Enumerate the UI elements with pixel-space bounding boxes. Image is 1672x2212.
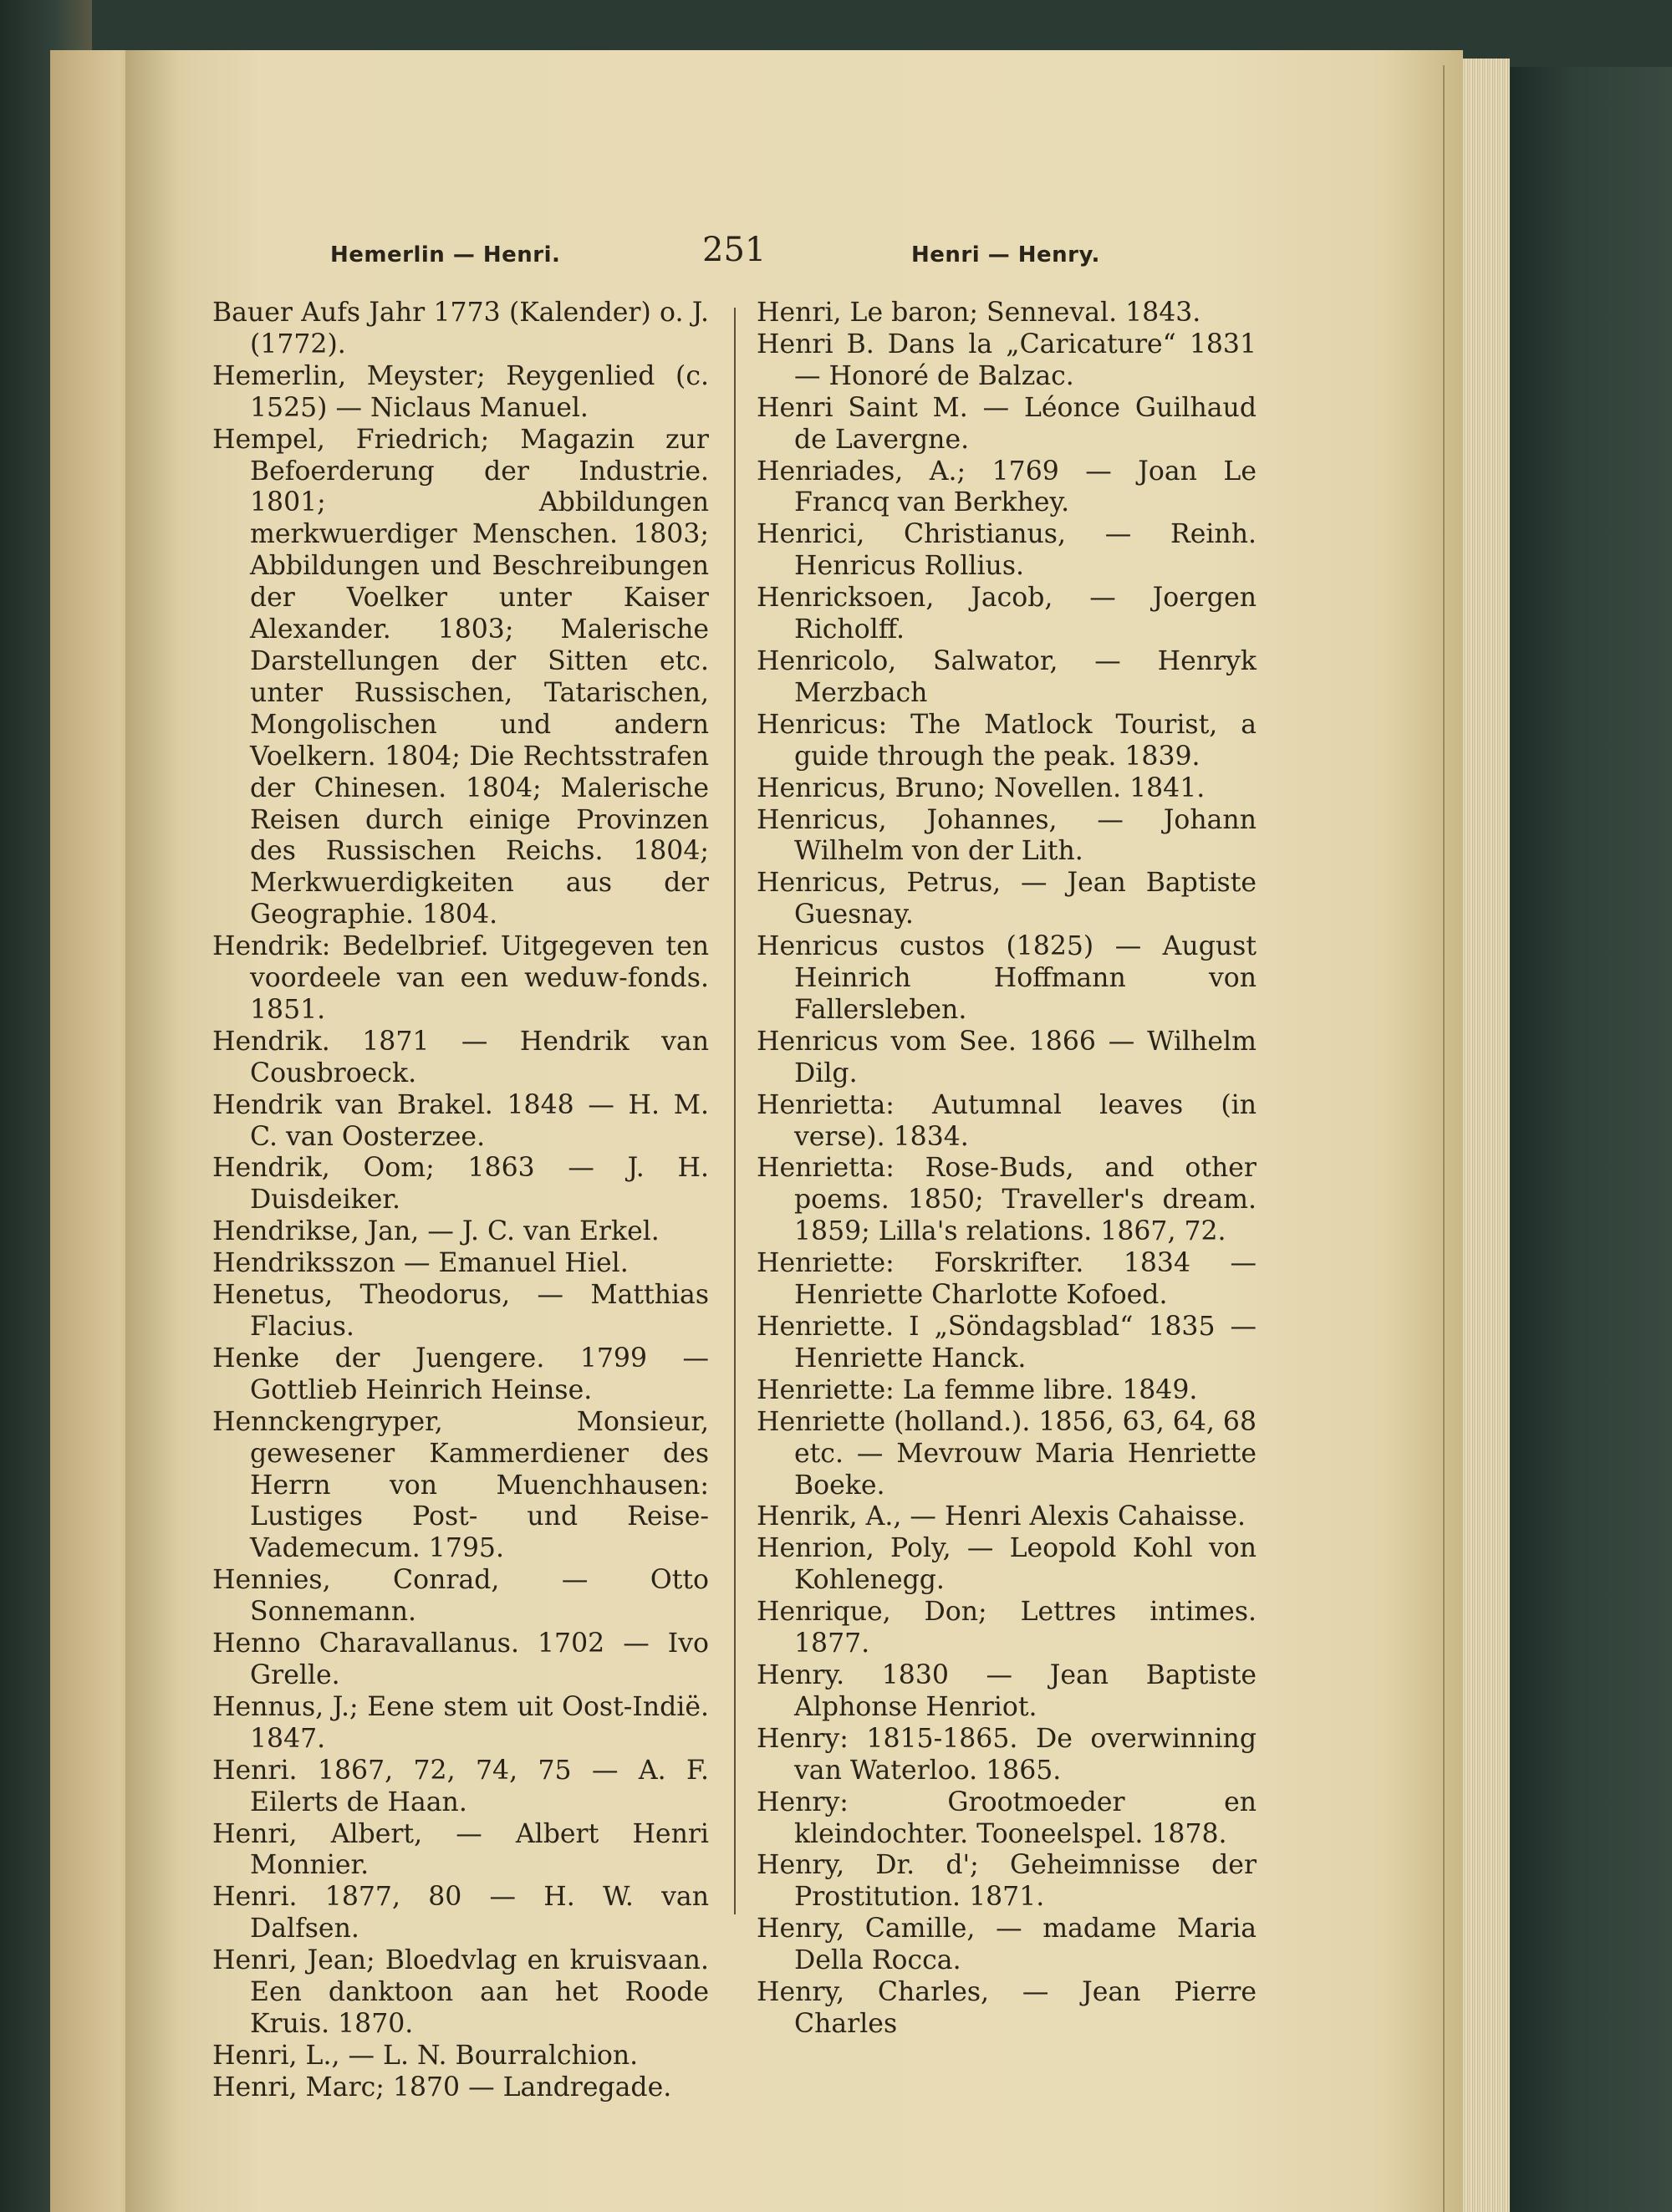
index-entry: Henri, Le baron; Senneval. 1843. [757, 298, 1201, 328]
index-entry: Henricus vom See. 1866 — Wilhelm Dilg. [757, 1026, 1257, 1088]
index-entry: Henricus custos (1825) — August Heinrich Hoffmann von Fallersleben. [757, 931, 1257, 1025]
index-entry: Henricksoen, Jacob, — Joergen Richolff. [757, 583, 1257, 645]
index-entry: Hempel, Friedrich; Magazin zur Befoerderung der Industrie. 1801; Abbildungen merkwuerdiger Menschen. 1803; Abbildungen und Beschreibungen der Voelker unter Kaiser Alexander. 1803; Malerische Darstellungen der Sitten etc. unter Russischen, Tatarischen, Mongolischen und andern Voelkern. 1804; Die Rechtsstrafen der Chinesen. 1804; Malerische Reisen durch einige Provinzen des Russischen Reichs. 1804; Merkwuerdigkeiten aus der Geographie. 1804. [212, 424, 709, 930]
index-entry: Henry, Dr. d'; Geheimnisse der Prostitution. 1871. [757, 1850, 1257, 1913]
index-entry: Henriette: La femme libre. 1849. [757, 1374, 1198, 1405]
index-entry: Hendrik van Brakel. 1848 — H. M. C. van Oosterzee. [212, 1089, 709, 1152]
index-entry: Henetus, Theodorus, — Matthias Flacius. [212, 1280, 709, 1342]
index-entry: Bauer Aufs Jahr 1773 (Kalender) o. J. (1772). [212, 298, 709, 359]
index-entry: Henriette. I „Söndagsblad“ 1835 — Henriette Hanck. [757, 1312, 1257, 1374]
index-entry: Henri, Jean; Bloedvlag en kruisvaan. Een danktoon aan het Roode Kruis. 1870. [212, 1945, 709, 2039]
right-column [757, 298, 1257, 2041]
index-entry: Hendrik: Bedelbrief. Uitgegeven ten voordeele van een weduw-fonds. 1851. [212, 931, 709, 1025]
index-entry: Henke der Juengere. 1799 — Gottlieb Heinrich Heinse. [212, 1343, 709, 1405]
index-entry: Henrietta: Autumnal leaves (in verse). 1834. [757, 1089, 1257, 1152]
index-entry: Henri Saint M. — Léonce Guilhaud de Lavergne. [757, 392, 1257, 455]
index-entry: Henricus, Petrus, — Jean Baptiste Guesnay. [757, 868, 1257, 930]
index-entry: Henricus, Johannes, — Johann Wilhelm von der Lith. [757, 804, 1257, 867]
index-entry: Henri. 1877, 80 — H. W. van Dalfsen. [212, 1882, 709, 1944]
index-entry: Henriette (holland.). 1856, 63, 64, 68 etc. — Mevrouw Maria Henriette Boeke. [757, 1406, 1257, 1501]
index-entry: Henrietta: Rose-Buds, and other poems. 1850; Traveller's dream. 1859; Lilla's relations. 1867, 72. [757, 1153, 1257, 1247]
index-entry: Henry, Camille, — madame Maria Della Rocca. [757, 1914, 1257, 1976]
index-entry: Henry, Charles, — Jean Pierre Charles [757, 1977, 1257, 2039]
index-entry: Henri. 1867, 72, 74, 75 — A. F. Eilerts de Haan. [212, 1755, 709, 1817]
index-entry: Henricus: The Matlock Tourist, a guide through the peak. 1839. [757, 709, 1257, 772]
index-entry: Henri B. Dans la „Caricature“ 1831 — Honoré de Balzac. [757, 329, 1257, 391]
index-entry: Henri, Marc; 1870 — Landregade. [212, 2072, 672, 2102]
index-entry: Hendriksszon — Emanuel Hiel. [212, 1248, 629, 1279]
index-entry: Hemerlin, Meyster; Reygenlied (c. 1525) — Niclaus Manuel. [212, 360, 709, 423]
index-entry: Henrique, Don; Lettres intimes. 1877. [757, 1597, 1257, 1659]
page-fold-line [1443, 65, 1445, 2212]
page-block-edge [1463, 59, 1510, 2212]
index-entry: Henriades, A.; 1769 — Joan Le Francq van Berkhey. [757, 456, 1257, 518]
running-head-right: Henri — Henry. [911, 242, 1100, 268]
index-entry: Hendrik. 1871 — Hendrik van Cousbroeck. [212, 1026, 709, 1088]
index-entry: Henriette: Forskrifter. 1834 — Henriette Charlotte Kofoed. [757, 1248, 1257, 1311]
index-entry: Henno Charavallanus. 1702 — Ivo Grelle. [212, 1628, 709, 1690]
running-head-left: Hemerlin — Henri. [330, 242, 561, 268]
index-entry: Henricolo, Salwator, — Henryk Merzbach [757, 645, 1257, 708]
index-entry: Henri, Albert, — Albert Henri Monnier. [212, 1818, 709, 1881]
index-entry: Henrion, Poly, — Leopold Kohl von Kohlenegg. [757, 1533, 1257, 1596]
index-entry: Hendrik, Oom; 1863 — J. H. Duisdeiker. [212, 1153, 709, 1216]
index-entry: Hennckengryper, Monsieur, gewesener Kammerdiener des Herrn von Muenchhausen: Lustiges Post- und Reise-Vademecum. 1795. [212, 1406, 709, 1564]
index-entry: Hennus, J.; Eene stem uit Oost-Indië. 1847. [212, 1691, 709, 1754]
left-column [212, 298, 709, 2104]
index-entry: Henrik, A., — Henri Alexis Cahaisse. [757, 1501, 1246, 1532]
index-entry: Henri, L., — L. N. Bourralchion. [212, 2040, 639, 2071]
index-entry: Hennies, Conrad, — Otto Sonnemann. [212, 1565, 709, 1628]
index-entry: Henry. 1830 — Jean Baptiste Alphonse Henriot. [757, 1659, 1257, 1722]
column-divider [734, 308, 736, 1914]
page-number: 251 [702, 231, 767, 269]
book-cover [1510, 67, 1672, 2212]
index-entry: Henrici, Christianus, — Reinh. Henricus Rollius. [757, 519, 1257, 582]
index-entry: Henricus, Bruno; Novellen. 1841. [757, 772, 1206, 803]
index-entry: Henry: 1815-1865. De overwinning van Waterloo. 1865. [757, 1723, 1257, 1786]
index-entry: Henry: Grootmoeder en kleindochter. Tooneelspel. 1878. [757, 1786, 1257, 1849]
index-entry: Hendrikse, Jan, — J. C. van Erkel. [212, 1216, 660, 1247]
